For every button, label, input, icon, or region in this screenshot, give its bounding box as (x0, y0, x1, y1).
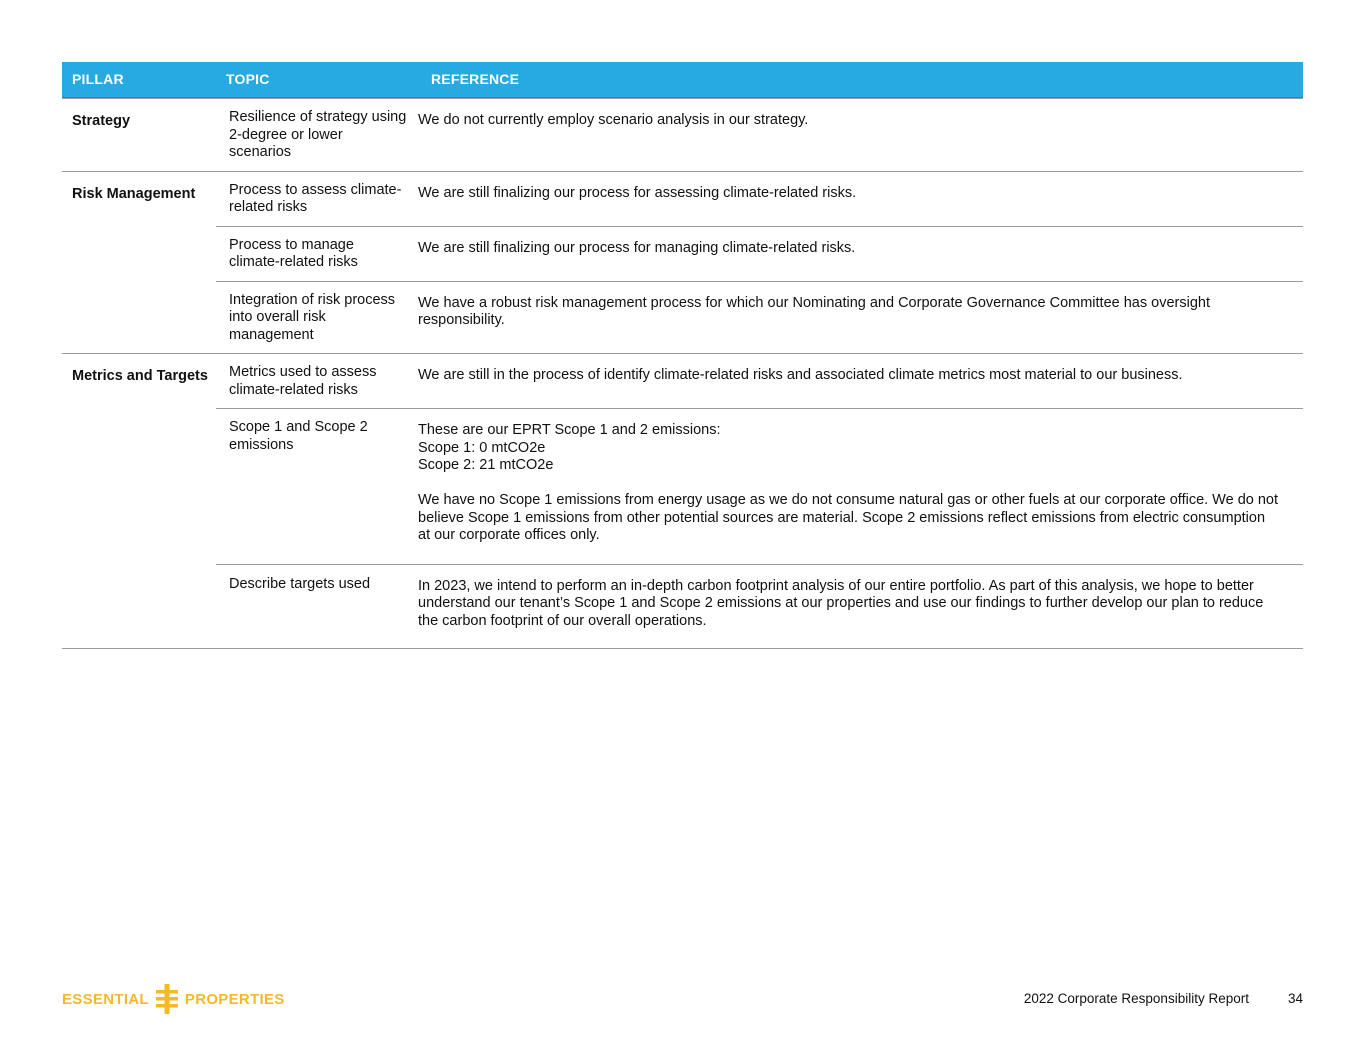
topic-cell: Resilience of strategy using 2-degree or lower scenarios (229, 109, 407, 160)
topic-cell: Describe targets used (229, 575, 371, 592)
pillar-label: Metrics and Targets (72, 368, 208, 384)
pillar-label: Risk Management (72, 185, 196, 202)
reference-cell (418, 282, 1303, 354)
company-logo (62, 983, 285, 1015)
reference-cell (418, 354, 1303, 408)
logo-text-left: ESSENTIAL (62, 990, 149, 1008)
reference-cell (418, 409, 1303, 564)
reference-text: Scope 1: 0 mtCO2e (418, 439, 546, 456)
reference-text: We are still finalizing our process for assessing climate-related risks. (418, 184, 857, 201)
table-row (216, 281, 1303, 354)
reference-cell (418, 227, 1303, 281)
reference-text: We have a robust risk management process for which our Nominating and Corporate Governance Committee has oversight responsibility. (418, 294, 1210, 328)
tcfd-table (62, 62, 1303, 649)
reference-cell (418, 565, 1303, 649)
table-row (216, 564, 1303, 649)
reference-text: These are our EPRT Scope 1 and 2 emissions: (418, 422, 721, 438)
group-metrics-and-targets (62, 353, 1303, 648)
reference-text: We have no Scope 1 emissions from energy usage as we do not consume natural gas or other fuels at our corporate office. We do not believe Scope 1 emissions from other potential sources are material. Scope 2 emissions reflect emissions from electric consumption at our corporate offices only. (418, 492, 1279, 543)
report-title: 2022 Corporate Responsibility Report (1023, 991, 1249, 1006)
logo-mark-icon (156, 984, 178, 1014)
reference-cell (418, 99, 1303, 171)
topic-cell: Scope 1 and Scope 2 emissions (229, 419, 368, 453)
paragraph-gap (418, 475, 1281, 493)
page-number: 34 (1287, 991, 1303, 1006)
table-row (216, 408, 1303, 564)
table-row (216, 354, 1303, 408)
table-header (62, 62, 1303, 98)
header-pillar: PILLAR (72, 71, 124, 87)
header-topic: TOPIC (226, 71, 270, 87)
reference-cell (418, 172, 1303, 226)
table-row (216, 99, 1303, 171)
topic-cell: Process to manage climate-related risks (229, 236, 358, 270)
table-row (216, 226, 1303, 281)
table-row (216, 172, 1303, 226)
topic-cell: Process to assess climate-related risks (229, 181, 402, 215)
topic-cell: Integration of risk process into overall risk management (229, 291, 396, 343)
reference-text: We are still finalizing our process for managing climate-related risks. (418, 239, 856, 256)
group-strategy (62, 98, 1303, 171)
reference-text: We do not currently employ scenario analysis in our strategy. (418, 112, 809, 128)
header-reference: REFERENCE (431, 71, 520, 87)
pillar-label: Strategy (72, 113, 131, 129)
reference-text: Scope 2: 21 mtCO2e (418, 457, 554, 473)
reference-text: In 2023, we intend to perform an in-depth carbon footprint analysis of our entire portfolio. As part of this analysis, we hope to better understand our tenant’s Scope 1 and Scope 2 emissions at our properties and use our findings to further develop our plan to reduce the carbon footprint of our overall operations. (418, 577, 1264, 629)
topic-cell: Metrics used to assess climate-related risks (229, 364, 377, 398)
group-risk-management (62, 171, 1303, 354)
logo-text-right: PROPERTIES (184, 990, 285, 1008)
reference-text: We are still in the process of identify climate-related risks and associated climate metrics most material to our business. (418, 367, 1183, 383)
page-footer (1024, 991, 1303, 1006)
